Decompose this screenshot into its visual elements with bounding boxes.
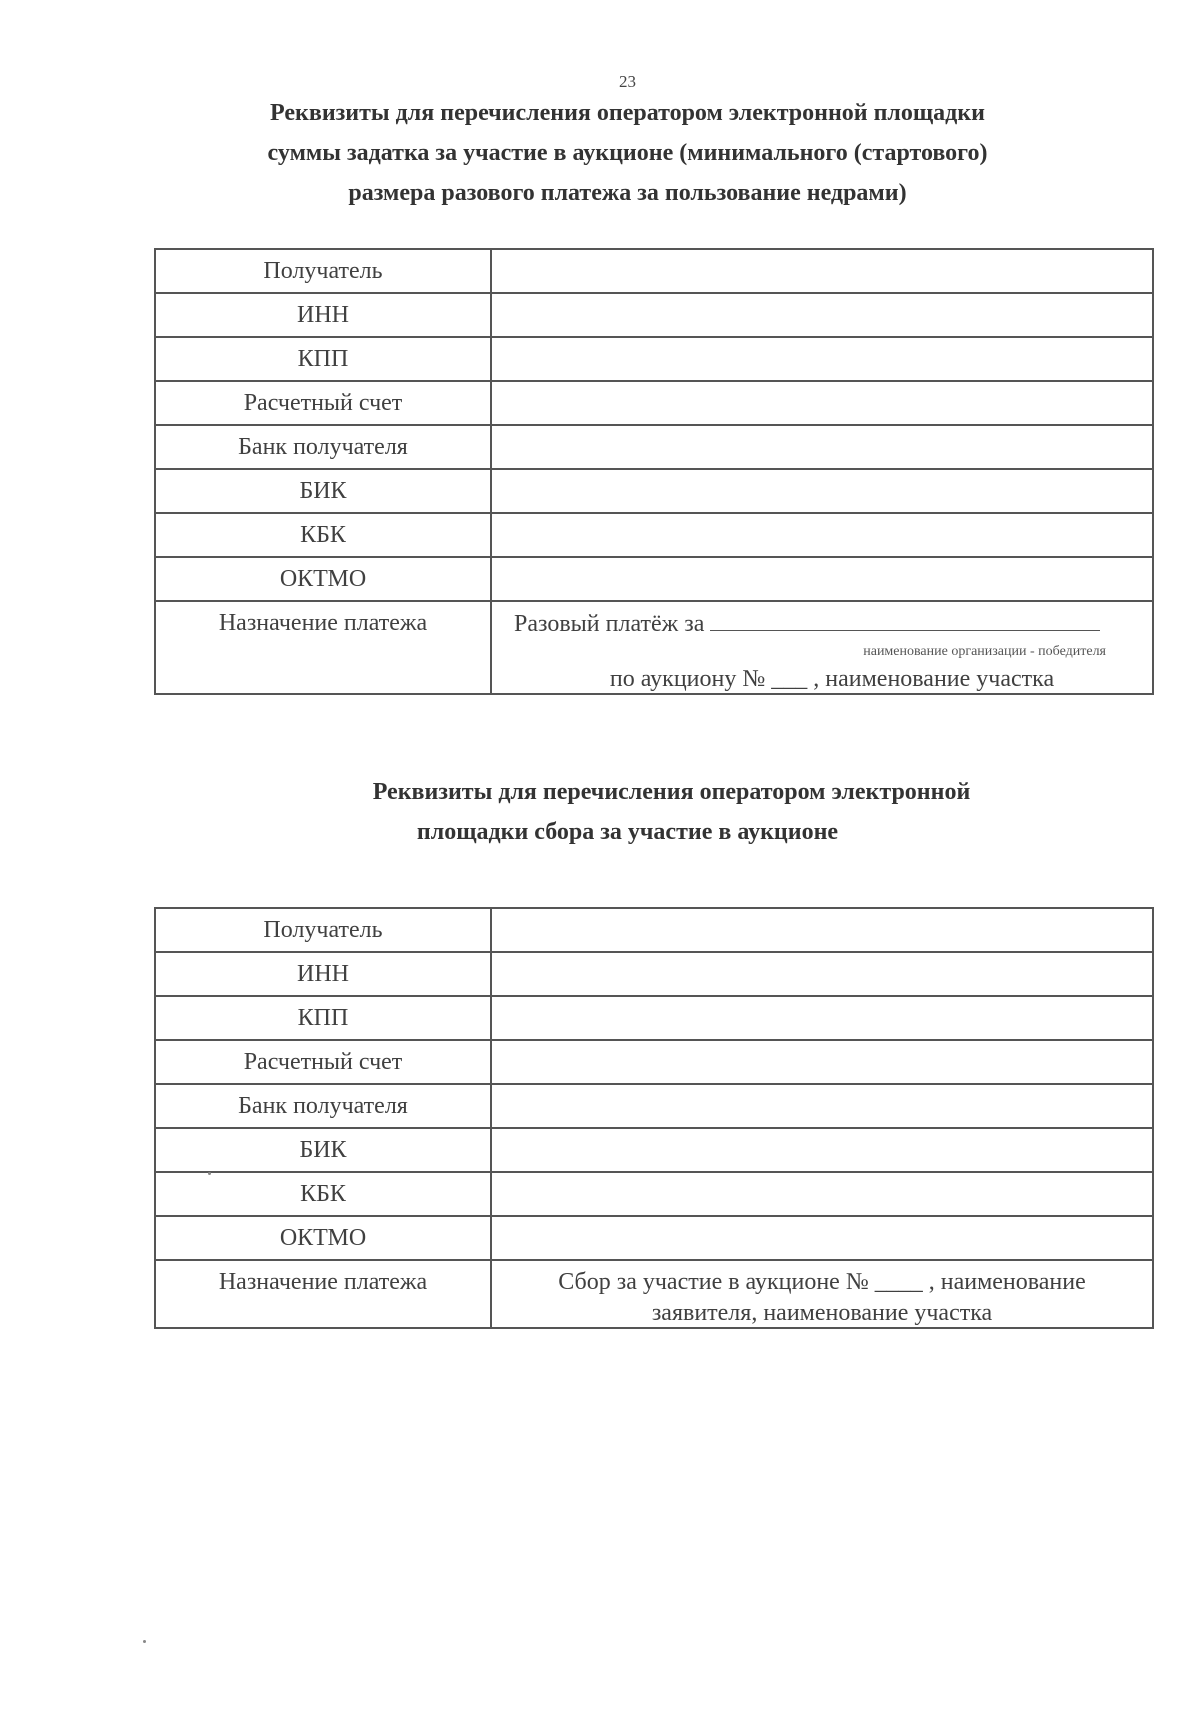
table-row <box>155 1172 1153 1216</box>
purpose-line: заявителя, наименование участка <box>651 1300 993 1326</box>
row-label-kpp: КПП <box>155 337 491 381</box>
row-value-inn <box>491 293 1153 337</box>
table-row <box>155 1216 1153 1260</box>
section-1-heading-line: Реквизиты для перечисления оператором электронной площадки <box>270 100 985 126</box>
row-label-purpose: Назначение платежа <box>155 1260 491 1328</box>
row-label-recipient: Получатель <box>155 908 491 952</box>
row-value-inn <box>491 952 1153 996</box>
section-2-heading-line: Реквизиты для перечисления оператором электронной <box>372 779 971 805</box>
row-label-bank: Банк получателя <box>155 425 491 469</box>
row-label-oktmo: ОКТМО <box>155 557 491 601</box>
row-value-purpose <box>491 1260 1153 1328</box>
table-row <box>155 293 1153 337</box>
table-row <box>155 1040 1153 1084</box>
section-1-heading-line: размера разового платежа за пользование недрами) <box>348 180 907 206</box>
table-row <box>155 996 1153 1040</box>
row-label-kbk: КБК <box>155 513 491 557</box>
page-number: 23 <box>619 72 636 91</box>
table-row <box>155 1084 1153 1128</box>
row-value-recipient <box>491 249 1153 293</box>
purpose-text: Разовый платёж за <box>514 611 705 637</box>
row-value-oktmo <box>491 1216 1153 1260</box>
row-label-account: Расчетный счет <box>155 1040 491 1084</box>
blank-underline <box>710 610 1100 631</box>
row-value-bank <box>491 1084 1153 1128</box>
row-value-account <box>491 1040 1153 1084</box>
section-2-heading-line: площадки сбора за участие в аукционе <box>416 819 839 845</box>
row-label-recipient: Получатель <box>155 249 491 293</box>
row-value-recipient <box>491 908 1153 952</box>
row-value-oktmo <box>491 557 1153 601</box>
row-value-purpose <box>491 601 1153 694</box>
row-label-inn: ИНН <box>155 952 491 996</box>
purpose-line: по аукциону № ___ , наименование участка <box>609 666 1055 692</box>
table-row <box>155 557 1153 601</box>
row-label-kpp: КПП <box>155 996 491 1040</box>
section-1-heading <box>0 93 1200 213</box>
row-label-bank: Банк получателя <box>155 1084 491 1128</box>
payment-details-table-fee <box>154 907 1154 1329</box>
table-row <box>155 337 1153 381</box>
table-row <box>155 601 1153 694</box>
row-value-bik <box>491 1128 1153 1172</box>
row-value-account <box>491 381 1153 425</box>
table-row <box>155 469 1153 513</box>
purpose-line <box>492 610 1152 638</box>
table-row <box>155 513 1153 557</box>
row-label-bik: БИК <box>155 469 491 513</box>
row-label-bik: БИК <box>155 1128 491 1172</box>
row-value-bik <box>491 469 1153 513</box>
table-row <box>155 908 1153 952</box>
purpose-caption: наименование организации - победителя <box>863 644 1106 659</box>
row-label-account: Расчетный счет <box>155 381 491 425</box>
table-row <box>155 1260 1153 1328</box>
row-label-inn: ИНН <box>155 293 491 337</box>
scan-speck <box>143 1640 146 1643</box>
payment-details-table-deposit <box>154 248 1154 695</box>
row-label-oktmo: ОКТМО <box>155 1216 491 1260</box>
section-1-heading-line: суммы задатка за участие в аукционе (минимального (стартового) <box>267 140 988 166</box>
table-row <box>155 425 1153 469</box>
row-label-kbk: КБК <box>155 1172 491 1216</box>
section-2-heading <box>0 772 1200 852</box>
row-label-purpose: Назначение платежа <box>155 601 491 694</box>
table-row <box>155 1128 1153 1172</box>
row-value-bank <box>491 425 1153 469</box>
row-value-kbk <box>491 1172 1153 1216</box>
table-row <box>155 381 1153 425</box>
table-row <box>155 249 1153 293</box>
table-row <box>155 952 1153 996</box>
purpose-line: Сбор за участие в аукционе № ____ , наименование <box>558 1269 1086 1295</box>
row-value-kpp <box>491 996 1153 1040</box>
scan-speck <box>208 1172 211 1175</box>
row-value-kpp <box>491 337 1153 381</box>
row-value-kbk <box>491 513 1153 557</box>
